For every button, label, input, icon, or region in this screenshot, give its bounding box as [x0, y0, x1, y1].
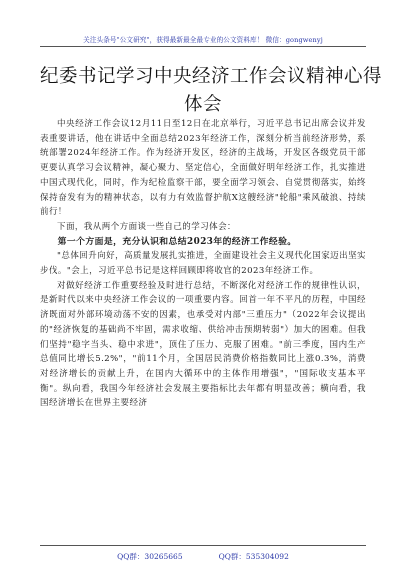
paragraph: 下面，我从两个方面谈一些自己的学习体会： — [57, 221, 237, 232]
document-body — [40, 117, 366, 411]
footer-divider — [40, 545, 366, 546]
document-title-line-2: 体会 — [183, 94, 222, 115]
paragraph: 对做好经济工作重要经验及时进行总结，不断深化对经济工作的规律性认识，是新时代以来中央经济工作会议的一项重要内容。回首一年不平凡的历程，中国经济既面对外部环境动荡不安的因素，也承受对内部"三重压力"（2022年会议提出的"经济恢复的基础尚不牢固，需求收缩、供给冲击预期转弱"）加大的困难。但我们坚持"稳字当头、稳中求进"，顶住了压力、克服了困难。"前三季度，国内生产总值同比增长5.2%"，"前11个月，全国居民消费价格指数同比上涨0.3%，消费对经济增长的贡献上升，在国内大循环中的主体作用增强"，"国际收支基本平衡"。纵向看，我国今年经济社会发展主要指标比去年都有明显改善；横向看，我国经济增长在世界主要经济 — [40, 280, 366, 409]
paragraph: 中央经济工作会议12月11日至12日在北京举行，习近平总书记出席会议并发表重要讲话，他在讲话中全面总结2023年经济工作，深刻分析当前经济形势，系统部署2024年经济工作。作为经济开发区，经济的主战场，开发区各级党员干部更要认真学习会议精神，凝心聚力、坚定信心，全面做好明年经济工作，扎实推进中国式现代化，同时，作为纪检监察干部，要全面学习领会、自觉贯彻落实，始终保持奋发有为的精神状态，以有力有效监督护航X这艘经济"轮船"乘风破浪、持续前行！ — [40, 119, 366, 218]
page-header: 关注头条号"公文研究"，获得最新最全最专业的公文资料库！ 微信：gongwenyj — [83, 36, 323, 44]
header-divider — [40, 46, 366, 47]
section-heading: 第一个方面是，充分认识和总结2023年的经济工作经验。 — [57, 236, 297, 247]
footer-qq-group-1: QQ群：30265665 — [117, 552, 183, 561]
paragraph: "总体回升向好，高质量发展扎实推进，全面建设社会主义现代化国家迈出坚实步伐。"会上，习近平总书记是这样回顾即将收官的2023年经济工作。 — [40, 251, 366, 277]
page-footer — [40, 551, 366, 562]
footer-qq-group-2: QQ群：535304092 — [218, 552, 289, 561]
document-title-line-1: 纪委书记学习中央经济工作会议精神心得 — [40, 66, 383, 87]
